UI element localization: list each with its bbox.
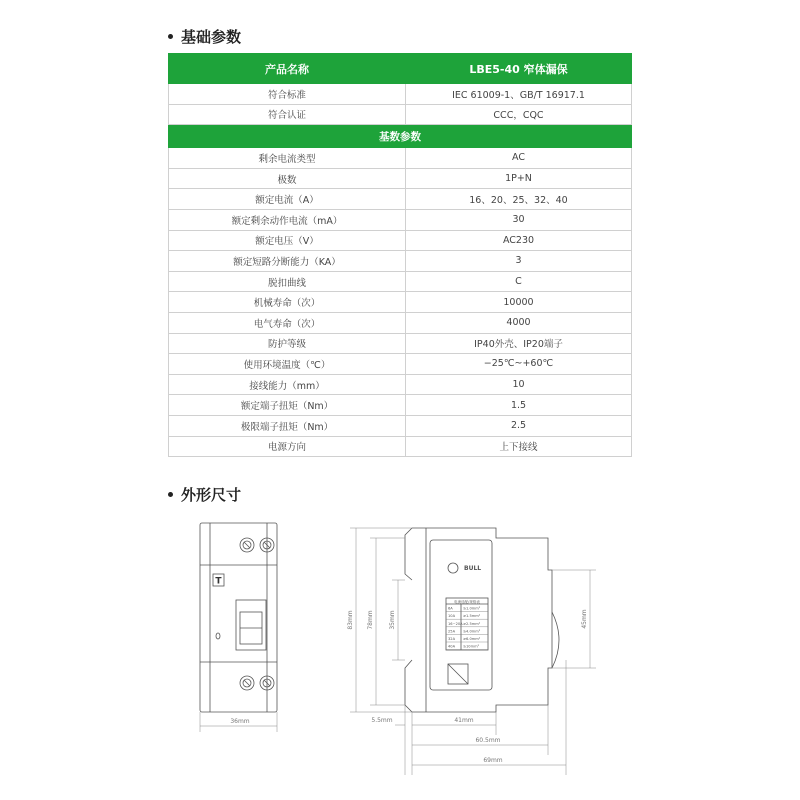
row-key: 防护等级 (169, 333, 406, 354)
row-value: IP40外壳、IP20端子 (406, 333, 632, 354)
row-key: 极限端子扭矩（Nm） (169, 415, 406, 436)
subheader-label: 基数参数 (169, 125, 632, 148)
label-row-current: 40A (448, 644, 456, 649)
label-row-wire: ≥6.0mm² (463, 637, 481, 641)
row-value: 1.5 (406, 395, 632, 416)
row-key: 符合认证 (169, 104, 406, 125)
row-key: 脱扣曲线 (169, 271, 406, 292)
dim-35mm: 35mm (389, 610, 396, 630)
row-value: 30 (406, 209, 632, 230)
row-value: 10 (406, 374, 632, 395)
dim-60-5mm: 60.5mm (475, 737, 501, 744)
row-key: 额定剩余动作电流（mA） (169, 209, 406, 230)
row-key: 使用环境温度（℃） (169, 354, 406, 375)
row-key: 机械寿命（次） (169, 292, 406, 313)
row-key: 额定电流（A） (169, 189, 406, 210)
label-row-wire: ≥10mm² (463, 644, 480, 649)
rating-label-table (446, 607, 488, 650)
label-row-current: 16~20A (448, 621, 463, 626)
front-view (200, 523, 277, 712)
row-key: 电源方向 (169, 436, 406, 457)
label-title: 电流选配/规格表 (454, 600, 480, 604)
row-key: 额定端子扭矩（Nm） (169, 395, 406, 416)
row-key: 符合标准 (169, 84, 406, 105)
side-view (405, 528, 559, 712)
dim-5-5mm: 5.5mm (371, 717, 393, 724)
row-key: 极数 (169, 168, 406, 189)
row-value: 2.5 (406, 415, 632, 436)
dim-69mm: 69mm (483, 757, 503, 764)
row-value: 上下接线 (406, 436, 632, 457)
row-key: 接线能力（mm） (169, 374, 406, 395)
dim-45mm: 45mm (581, 609, 588, 629)
header-key: 产品名称 (169, 54, 406, 84)
label-row-current: 10A (448, 614, 456, 619)
dim-36mm: 36mm (230, 718, 250, 725)
row-key: 额定短路分断能力（KA） (169, 251, 406, 272)
label-row-current: 32A (448, 637, 456, 641)
row-value: 4000 (406, 312, 632, 333)
label-row-current: 6A (448, 606, 453, 611)
section-title-text: 外形尺寸 (181, 486, 242, 504)
row-key: 电气寿命（次） (169, 312, 406, 333)
row-value: CCC，CQC (406, 104, 632, 125)
row-value: 10000 (406, 292, 632, 313)
dim-41mm: 41mm (454, 717, 474, 724)
row-value: AC230 (406, 230, 632, 251)
row-value: −25℃~+60℃ (406, 354, 632, 375)
row-value: AC (406, 148, 632, 169)
row-value: 16、20、25、32、40 (406, 189, 632, 210)
row-key: 额定电压（V） (169, 230, 406, 251)
label-row-wire: ≥4.0mm² (463, 629, 481, 634)
row-value: IEC 61009-1、GB/T 16917.1 (406, 84, 632, 105)
row-value: 1P+N (406, 168, 632, 189)
row-value: 3 (406, 251, 632, 272)
label-row-wire: ≥1.0mm² (463, 606, 481, 611)
dim-78mm: 78mm (367, 610, 374, 630)
test-button-label: T (215, 576, 222, 587)
section-title-text: 基础参数 (181, 28, 242, 46)
brand-logo: BULL (464, 565, 482, 572)
dim-83mm: 83mm (347, 610, 354, 630)
label-row-wire: ≥2.5mm² (463, 621, 481, 626)
row-key: 剩余电流类型 (169, 148, 406, 169)
label-row-wire: ≥1.5mm² (463, 614, 481, 619)
header-value: LBE5-40 窄体漏保 (406, 54, 632, 84)
label-row-current: 25A (448, 629, 456, 634)
row-value: C (406, 271, 632, 292)
